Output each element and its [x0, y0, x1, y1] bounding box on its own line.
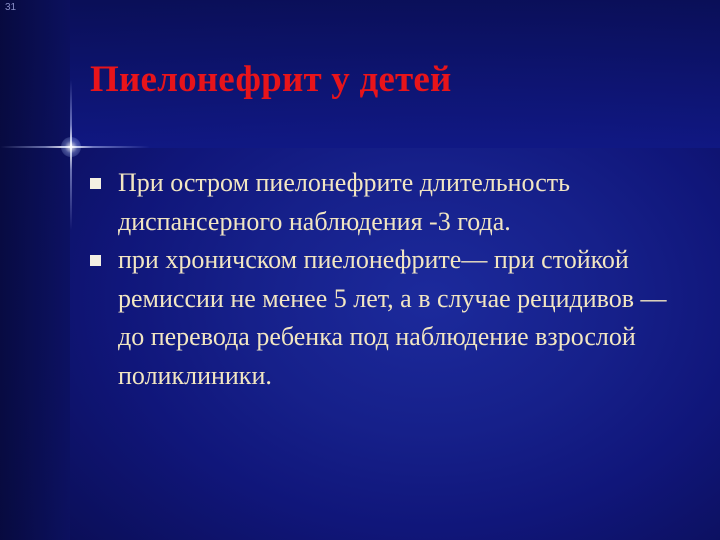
bullet-list — [90, 164, 690, 395]
bullet-item — [90, 241, 690, 395]
bullet-item — [90, 164, 690, 241]
slide-number: 31 — [5, 2, 17, 13]
sparkle-glow — [61, 137, 81, 157]
square-bullet-icon — [90, 178, 101, 189]
left-band — [0, 0, 70, 540]
bullet-text: при хроничском пиелонефрите— при стойкой ремиссии не менее 5 лет, а в случае рецидивов — до перевода ребенка под наблюдение взрослой поликлиники. — [118, 245, 667, 390]
square-bullet-icon — [90, 255, 101, 266]
bullet-text: При остром пиелонефрите длительность диспансерного наблюдения -3 года. — [118, 168, 570, 236]
slide-title: Пиелонефрит у детей — [90, 59, 452, 100]
